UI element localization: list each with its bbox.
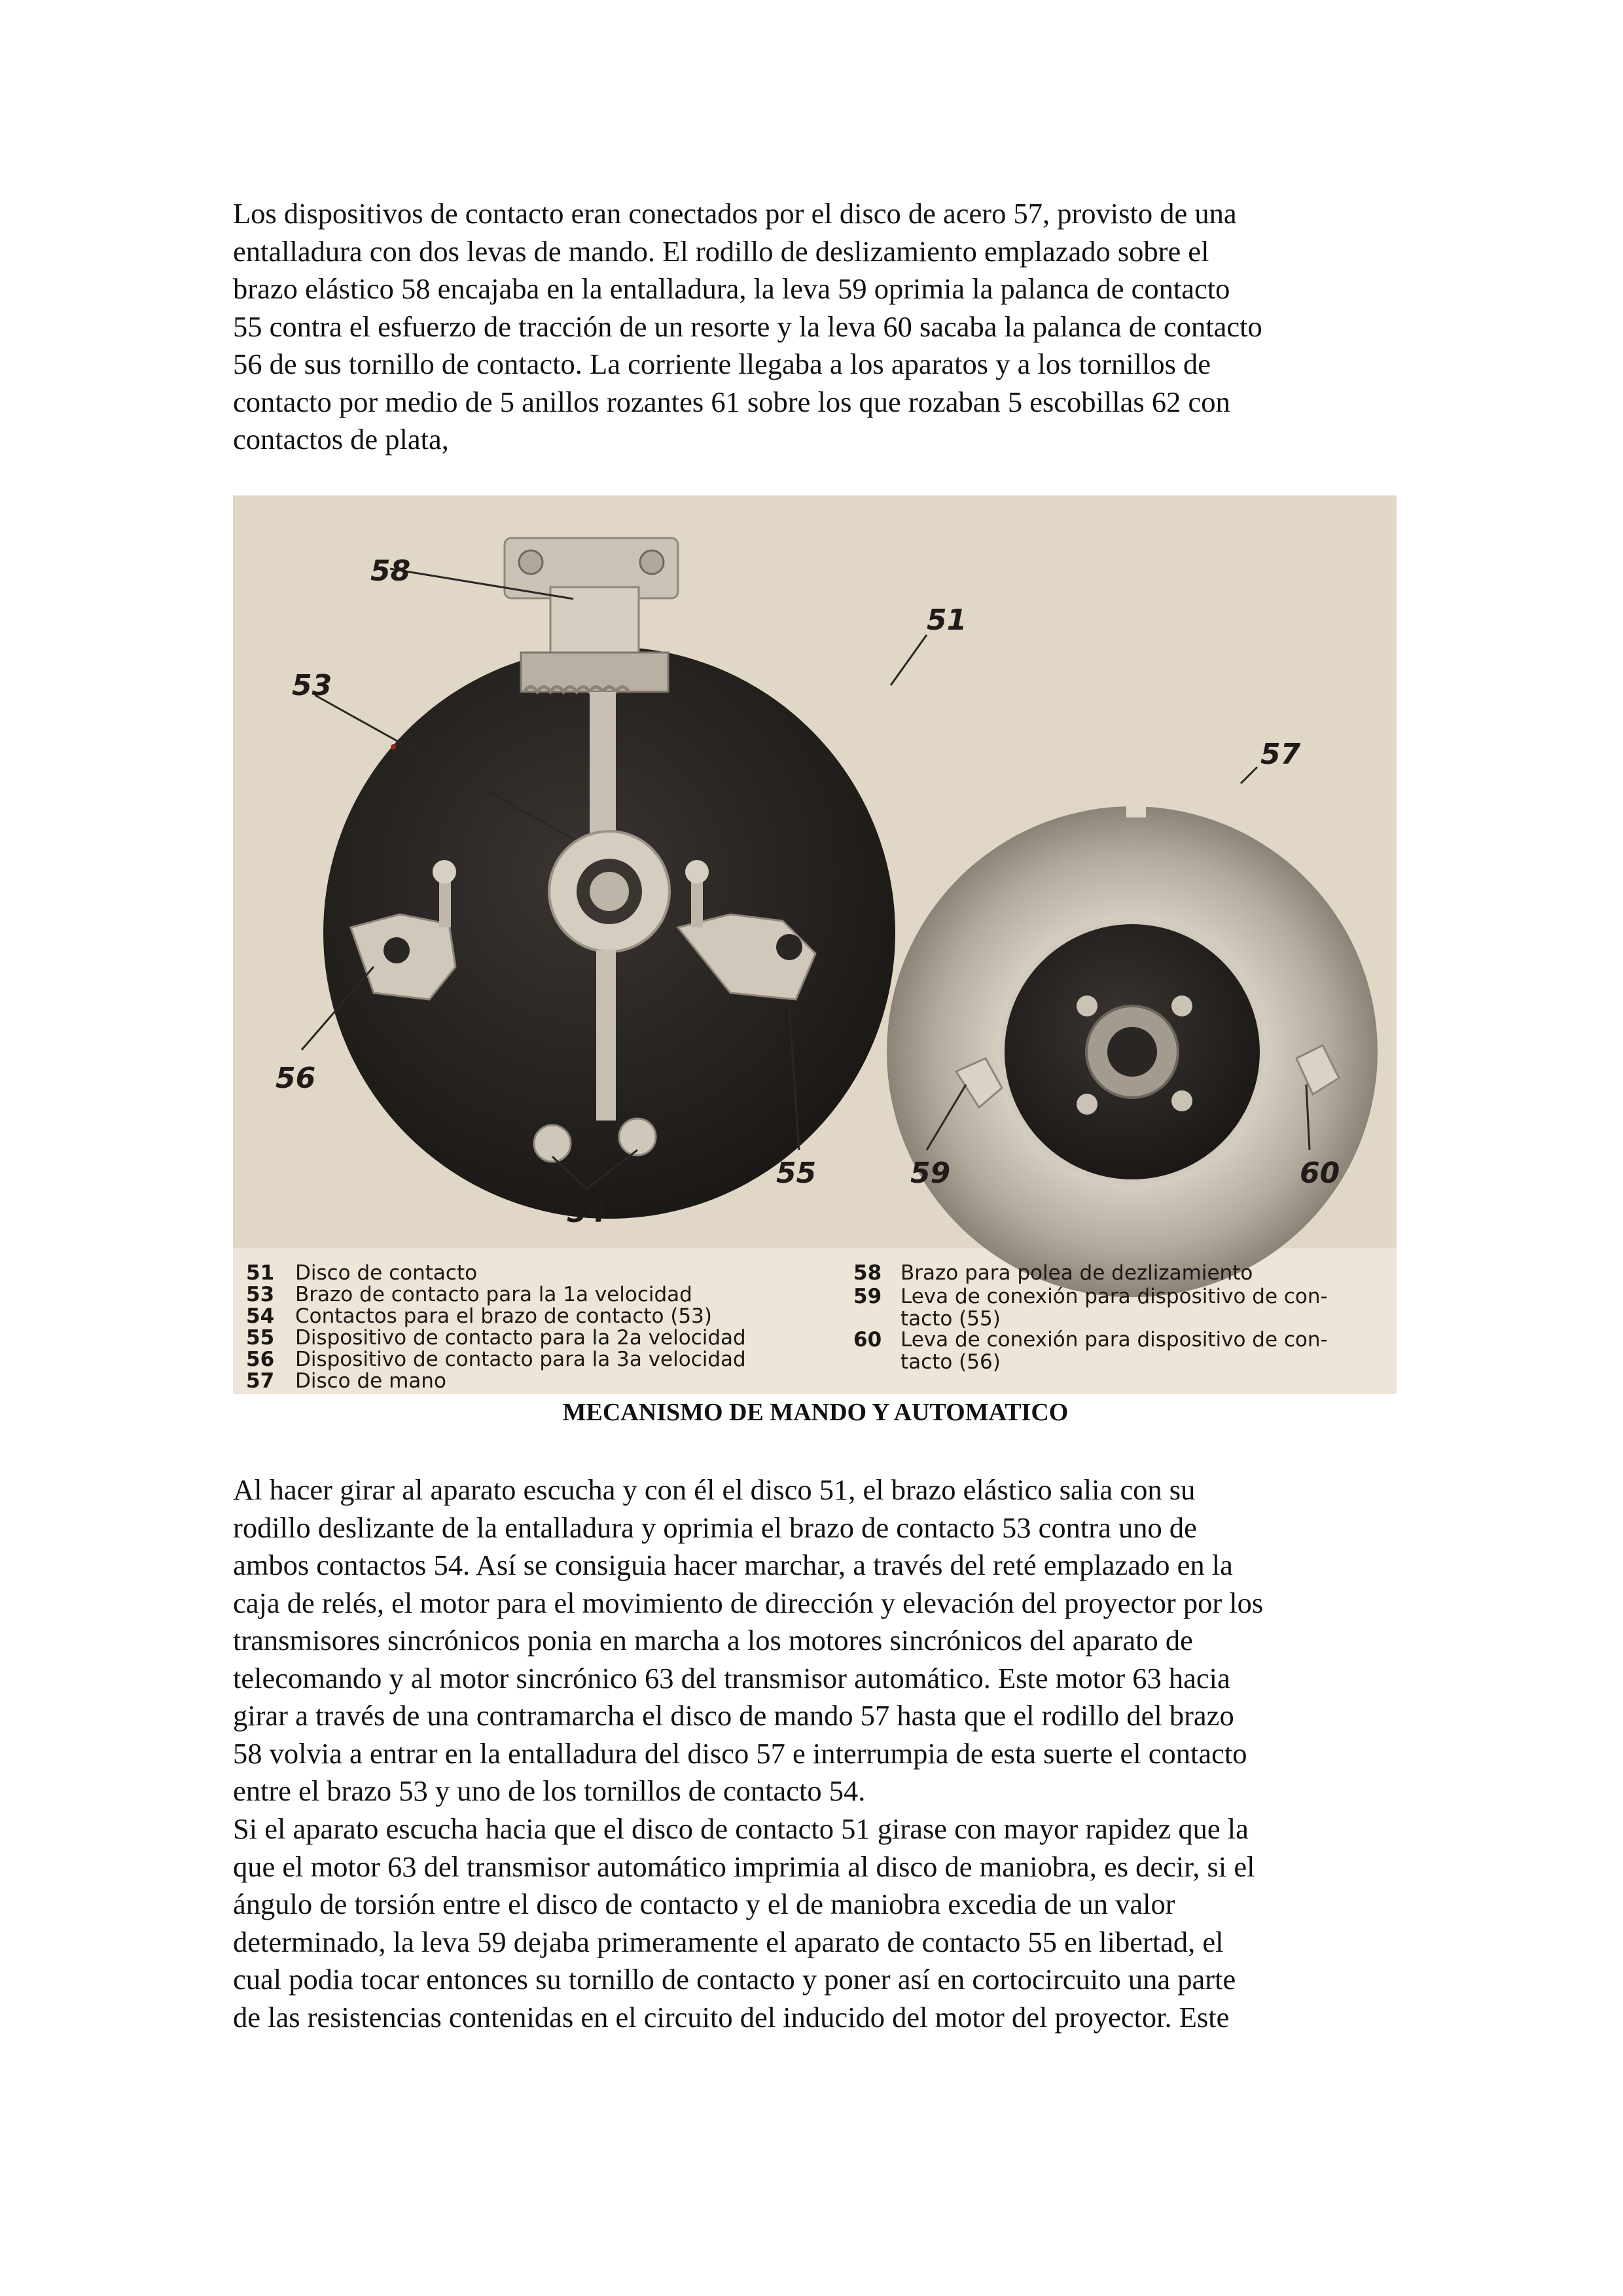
label-60: 60 [1300,1157,1340,1190]
legend-text: Disco de mano [295,1369,446,1393]
text-line: rodillo deslizante de la entalladura y oprimia el brazo de contacto 53 contra uno de [233,1511,1197,1544]
legend-text: Brazo para polea de dezlizamiento [901,1261,1253,1285]
legend-text: Brazo de contacto para la 1a velocidad [295,1283,692,1306]
figure-caption: MECANISMO DE MANDO Y AUTOMATICO [562,1399,1069,1426]
legend-num: 51 [246,1261,275,1285]
text-line: 56 de sus tornillo de contacto. La corriente llegaba a los aparatos y a los tornillos de [233,348,1211,380]
control-disc-57 [887,803,1378,1297]
text-line: ambos contactos 54. Así se consiguia hacer marchar, a través del reté emplazado en la [233,1549,1233,1581]
text-line: de las resistencias contenidas en el circuito del inducido del motor del proyector. Este [233,2000,1230,2034]
legend-num: 58 [853,1261,882,1285]
label-53: 53 [292,669,332,702]
label-57: 57 [1260,738,1301,771]
mechanism-figure [233,495,1397,1394]
text-line: contacto por medio de 5 anillos rozantes 61 sobre los que rozaban 5 escobillas 62 con [233,385,1230,418]
text-line: Los dispositivos de contacto eran conectados por el disco de acero 57, provisto de una [233,197,1237,230]
legend-text: tacto (55) [901,1307,1001,1331]
body-paragraph [233,1471,1398,1810]
label-51: 51 [927,603,967,637]
legend-num: 57 [246,1369,275,1393]
label-58: 58 [370,554,411,588]
legend-text: Disco de contacto [295,1261,478,1285]
legend-num: 53 [246,1283,275,1306]
legend-num: 56 [246,1348,275,1371]
label-55: 55 [776,1157,817,1190]
text-line: determinado, la leva 59 dejaba primeramente el aparato de contacto 55 en libertad, el [233,1925,1224,1958]
text-line: entalladura con dos levas de mando. El rodillo de deslizamiento emplazado sobre el [233,234,1209,268]
legend-text: Contactos para el brazo de contacto (53) [295,1304,712,1328]
text-line: entre el brazo 53 y uno de los tornillos de contacto 54. [233,1774,866,1807]
legend-num: 55 [246,1326,275,1350]
label-54: 54 [567,1196,607,1229]
text-line: caja de relés, el motor para el movimiento de dirección y elevación del proyector por los [233,1586,1264,1619]
text-line: Si el aparato escucha hacia que el disco de contacto 51 girase con mayor rapidez que la [233,1812,1249,1845]
label-59: 59 [910,1157,951,1190]
text-line: cual podia tocar entonces su tornillo de contacto y poner así en cortocircuito una parte [233,1963,1236,1996]
text-line: transmisores sincrónicos ponia en marcha a los motores sincrónicos del aparato de [233,1624,1193,1657]
mechanism-photo [233,495,1397,1394]
intro-paragraph [233,195,1398,459]
text-line: brazo elástico 58 encajaba en la entalladura, la leva 59 oprimia la palanca de contacto [233,272,1230,305]
text-line: ángulo de torsión entre el disco de contacto y el de maniobra excedia de un valor [233,1888,1175,1920]
text-line: 58 volvia a entrar en la entalladura del disco 57 e interrumpia de esta suerte el contacto [233,1736,1247,1770]
label-56: 56 [276,1062,316,1095]
legend-text: Dispositivo de contacto para la 3a velocidad [295,1348,746,1371]
legend-text: Dispositivo de contacto para la 2a velocidad [295,1326,746,1350]
text-line: girar a través de una contramarcha el disco de mando 57 hasta que el rodillo del brazo [233,1699,1234,1732]
text-line: que el motor 63 del transmisor automático imprimia al disco de maniobra, es decir, si el [233,1850,1255,1883]
text-line: Al hacer girar al aparato escucha y con él el disco 51, el brazo elástico salia con su [233,1473,1196,1506]
text-line: contactos de plata, [233,423,449,456]
legend-text: Leva de conexión para dispositivo de con- [901,1328,1328,1352]
body-paragraph [233,1810,1398,2036]
text-line: telecomando y al motor sincrónico 63 del transmisor automático. Este motor 63 hacia [233,1661,1230,1695]
text-line: 55 contra el esfuerzo de tracción de un resorte y la leva 60 sacaba la palanca de contacto [233,310,1262,343]
legend-text: Leva de conexión para dispositivo de con- [901,1285,1328,1308]
legend-text: tacto (56) [901,1350,1001,1374]
legend-num: 60 [853,1328,882,1352]
legend-num: 54 [246,1304,275,1328]
legend-num: 59 [853,1285,882,1308]
